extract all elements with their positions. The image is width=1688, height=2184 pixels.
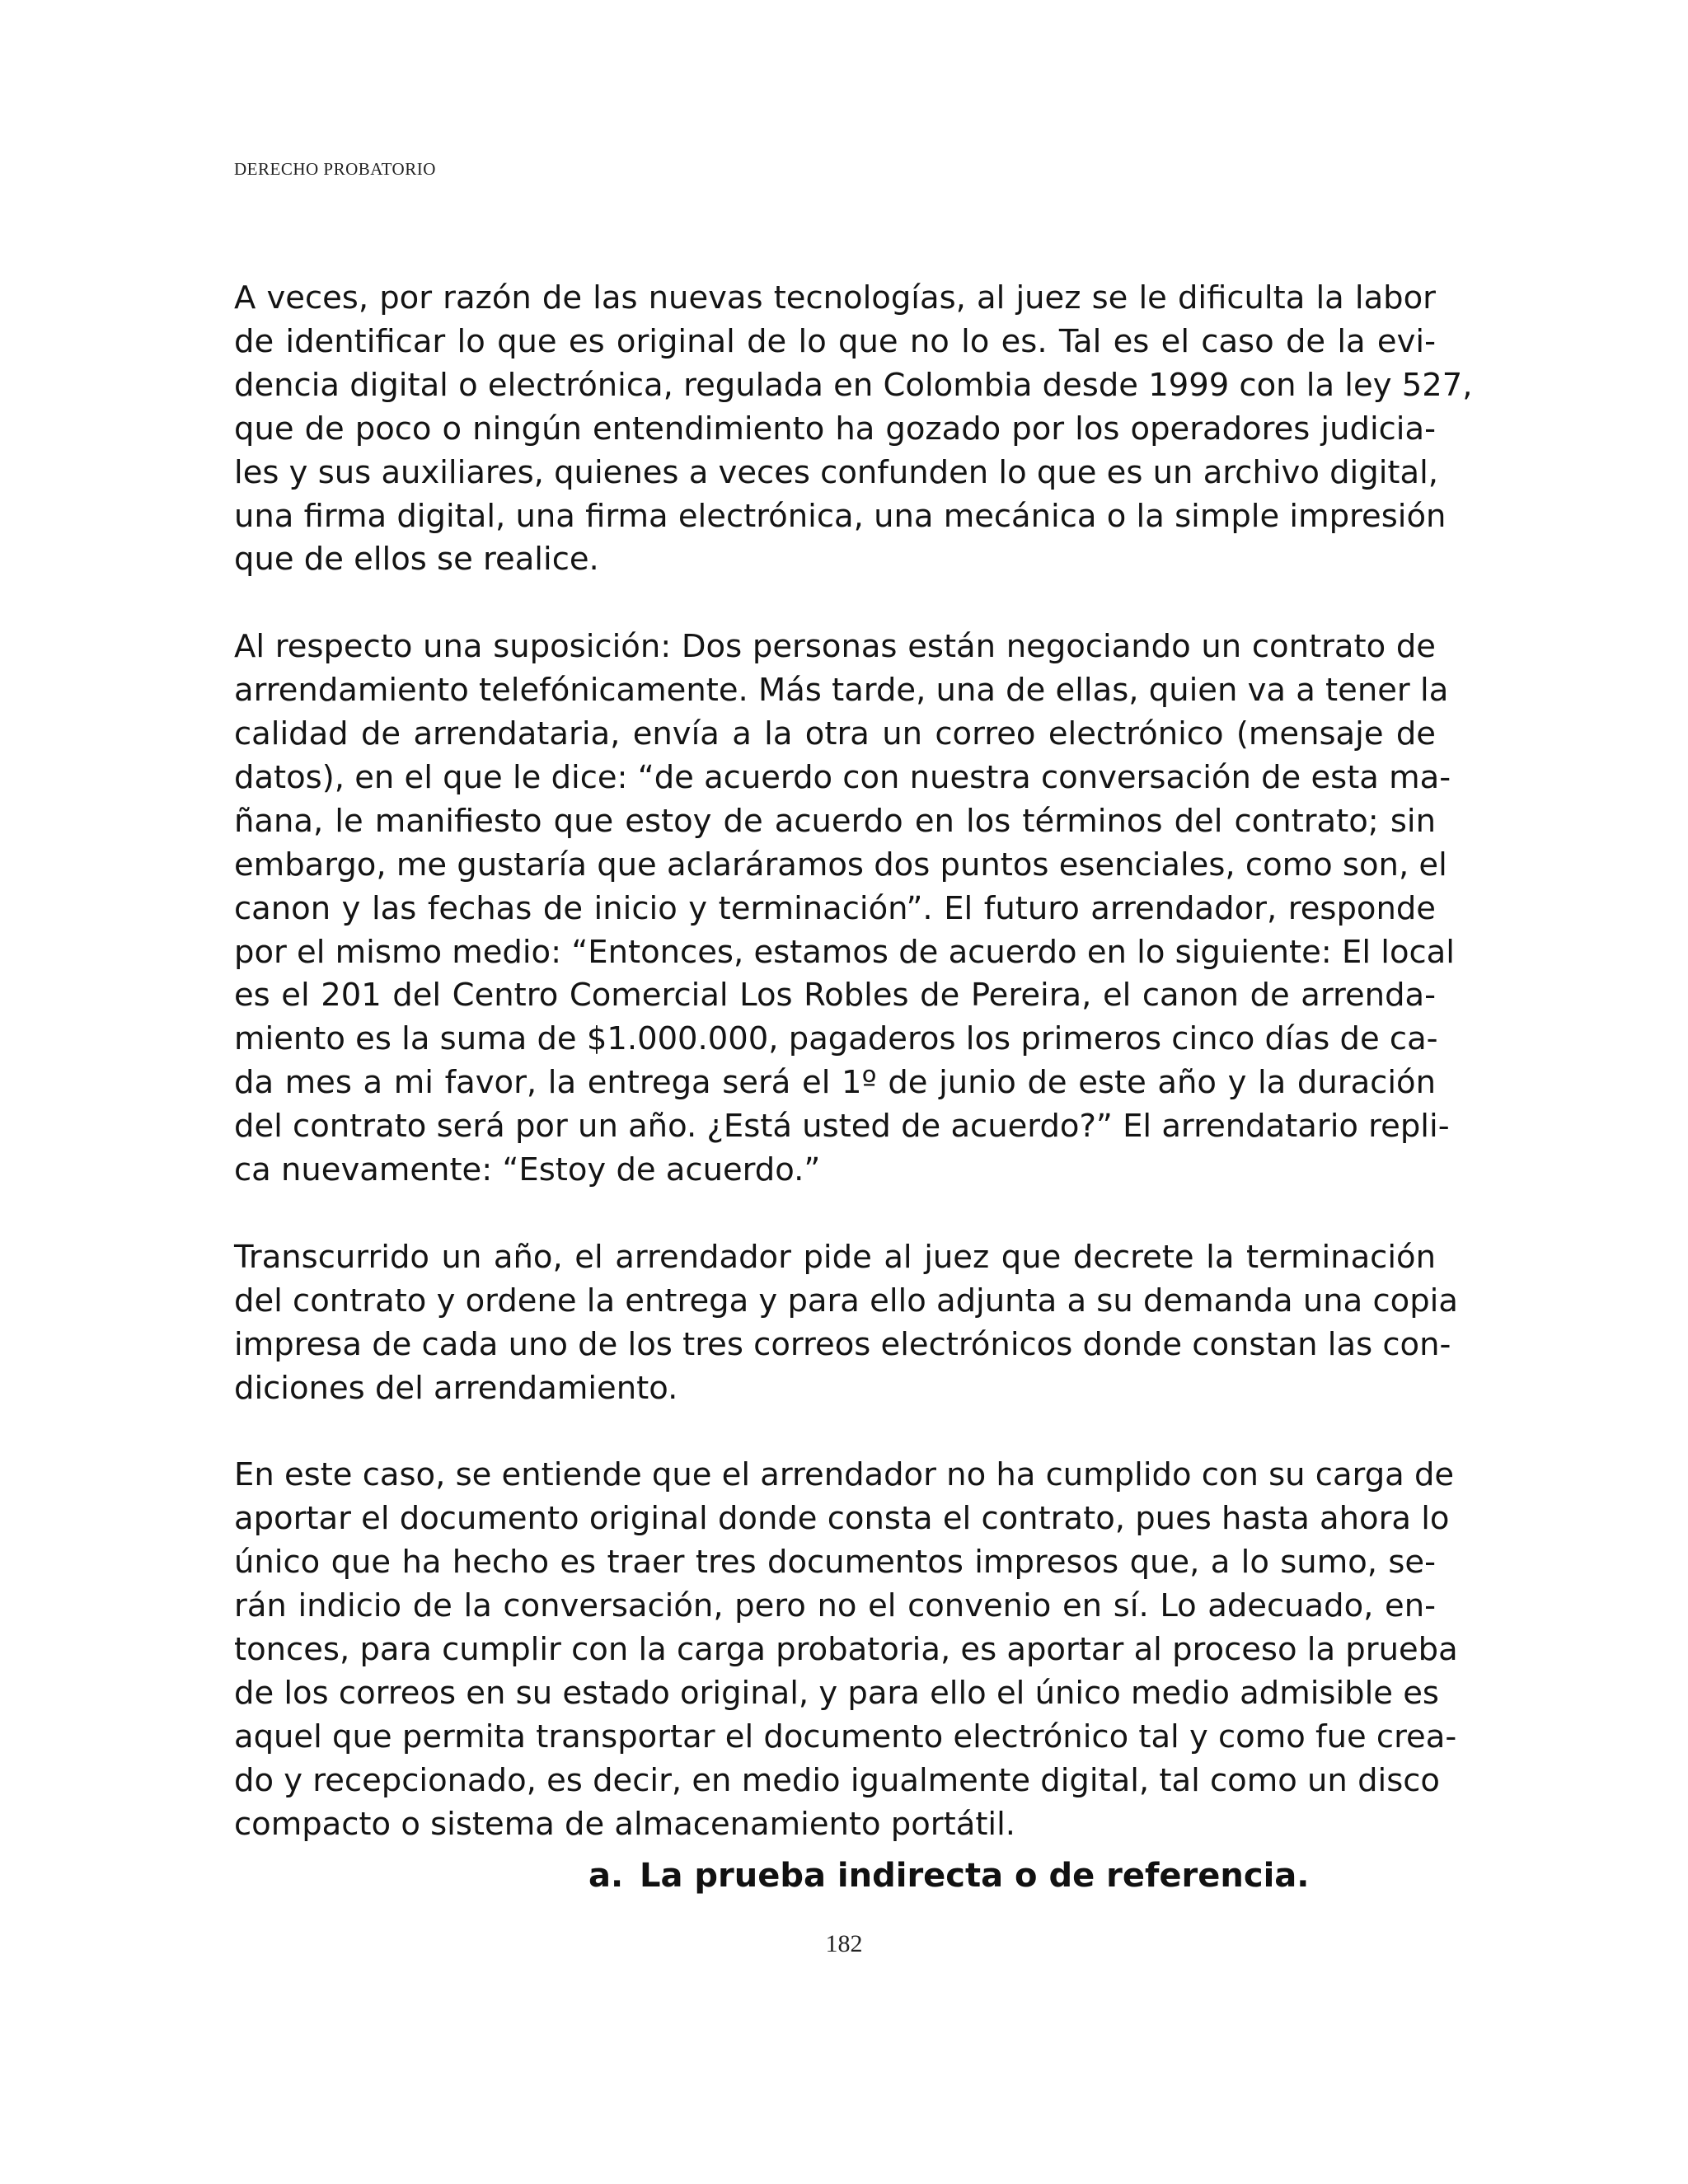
running-header: DERECHO PROBATORIO bbox=[234, 159, 436, 179]
section-title: La prueba indirecta o de referencia. bbox=[640, 1857, 1310, 1895]
text-line: do y recepcionado, es decir, en medio igualmente digital, tal como un disco bbox=[234, 1761, 1440, 1799]
text-line: del contrato será por un año. ¿Está usted de acuerdo?” El arrendatario repli- bbox=[234, 1108, 1450, 1146]
text-line: impresa de cada uno de los tres correos electrónicos donde constan las con- bbox=[234, 1325, 1451, 1363]
text-line: que de poco o ningún entendimiento ha gozado por los operadores judicia- bbox=[234, 410, 1436, 448]
text-line: de los correos en su estado original, y para ello el único medio admisible es bbox=[234, 1674, 1439, 1712]
text-line: compacto o sistema de almacenamiento portátil. bbox=[234, 1805, 1016, 1843]
text-line: por el mismo medio: “Entonces, estamos de acuerdo en lo siguiente: El local bbox=[234, 933, 1455, 971]
text-line: datos), en el que le dice: “de acuerdo con nuestra conversación de esta ma- bbox=[234, 758, 1451, 796]
text-line: ñana, le manifiesto que estoy de acuerdo en los términos del contrato; sin bbox=[234, 802, 1436, 840]
text-line: de identificar lo que es original de lo que no lo es. Tal es el caso de la evi- bbox=[234, 322, 1436, 360]
text-line: canon y las fechas de inicio y terminación”. El futuro arrendador, responde bbox=[234, 889, 1436, 927]
text-line: miento es la suma de $1.000.000, pagaderos los primeros cinco días de ca- bbox=[234, 1020, 1438, 1058]
text-line: único que ha hecho es traer tres documentos impresos que, a lo sumo, se- bbox=[234, 1544, 1436, 1582]
text-line: dencia digital o electrónica, regulada en Colombia desde 1999 con la ley 527, bbox=[234, 366, 1473, 404]
text-line: ca nuevamente: “Estoy de acuerdo.” bbox=[234, 1151, 821, 1189]
text-line: arrendamiento telefónicamente. Más tarde, una de ellas, quien va a tener la bbox=[234, 672, 1449, 710]
text-line: tonces, para cumplir con la carga probatoria, es aportar al proceso la prueba bbox=[234, 1631, 1458, 1669]
text-line: es el 201 del Centro Comercial Los Robles de Pereira, el canon de arrenda- bbox=[234, 977, 1436, 1015]
text-line: del contrato y ordene la entrega y para ello adjunta a su demanda una copia bbox=[234, 1282, 1458, 1319]
page-number: 182 bbox=[825, 1930, 863, 1957]
text-line: da mes a mi favor, la entrega será el 1º de junio de este año y la duración bbox=[234, 1064, 1436, 1102]
text-line: rán indicio de la conversación, pero no el convenio en sí. Lo adecuado, en- bbox=[234, 1587, 1436, 1625]
text-line: les y sus auxiliares, quienes a veces confunden lo que es un archivo digital, bbox=[234, 453, 1439, 491]
text-line: Al respecto una suposición: Dos personas están negociando un contrato de bbox=[234, 628, 1436, 666]
paragraph-4 bbox=[234, 1454, 1458, 1846]
text-line: diciones del arrendamiento. bbox=[234, 1369, 678, 1407]
section-marker: a. bbox=[588, 1857, 624, 1895]
text-line: Transcurrido un año, el arrendador pide al juez que decrete la terminación bbox=[234, 1238, 1436, 1276]
text-line: aportar el documento original donde consta el contrato, pues hasta ahora lo bbox=[234, 1500, 1450, 1538]
paragraph-2 bbox=[234, 626, 1455, 1193]
text-line: En este caso, se entiende que el arrendador no ha cumplido con su carga de bbox=[234, 1456, 1455, 1494]
text-line: una firma digital, una firma electrónica, una mecánica o la simple impresión bbox=[234, 497, 1447, 535]
paragraph-3 bbox=[234, 1236, 1458, 1411]
paragraph-1 bbox=[234, 277, 1473, 582]
text-line: A veces, por razón de las nuevas tecnologías, al juez se le dificulta la labor bbox=[234, 279, 1436, 316]
body-text bbox=[234, 277, 1473, 1847]
text-line: que de ellos se realice. bbox=[234, 541, 599, 579]
section-heading bbox=[588, 1854, 1309, 1897]
text-line: calidad de arrendataria, envía a la otra un correo electrónico (mensaje de bbox=[234, 715, 1436, 753]
text-line: aquel que permita transportar el documento electrónico tal y como fue crea- bbox=[234, 1718, 1457, 1755]
text-line: embargo, me gustaría que aclaráramos dos puntos esenciales, como son, el bbox=[234, 846, 1447, 883]
